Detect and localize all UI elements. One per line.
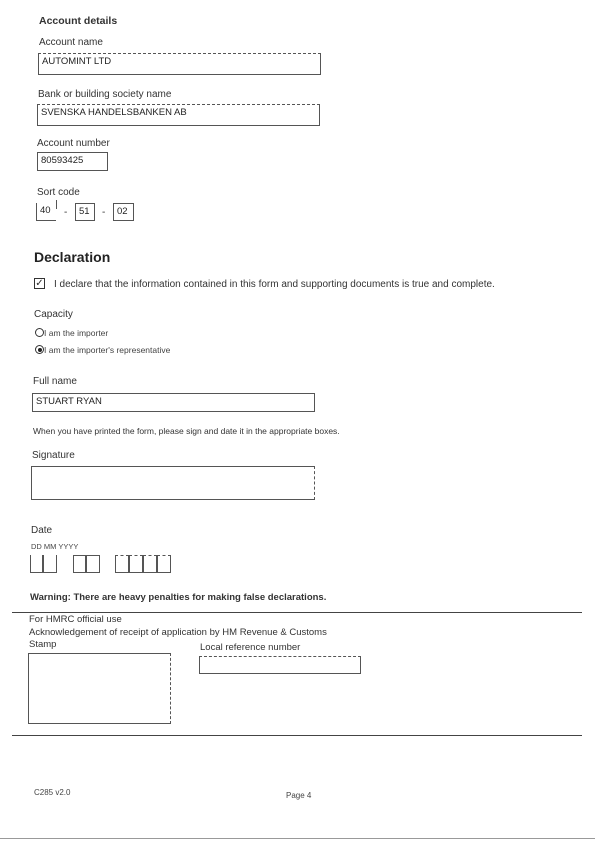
account-details-heading: Account details [39,15,118,27]
account-name-field[interactable]: AUTOMINT LTD [38,53,321,75]
sort-code-part-2[interactable]: 51 [75,203,95,221]
penalty-warning: Warning: There are heavy penalties for making false declarations. [30,592,327,603]
full-name-label: Full name [33,376,77,387]
date-year-digit-1[interactable] [115,555,129,573]
sort-code-part-1[interactable]: 40 [36,203,56,221]
account-name-label: Account name [39,37,103,48]
checkmark-icon: ✓ [35,278,44,289]
bank-name-field[interactable]: SVENSKA HANDELSBANKEN AB [37,104,320,126]
radio-importer-label: I am the importer [44,328,109,338]
account-number-label: Account number [37,138,110,149]
print-instruction: When you have printed the form, please sign and date it in the appropriate boxes. [33,426,340,436]
official-use-bottom-rule [12,735,582,736]
local-reference-label: Local reference number [200,642,301,653]
date-day-digit-1[interactable] [30,555,43,573]
sort-code-part-3[interactable]: 02 [113,203,134,221]
date-year-digit-3[interactable] [143,555,157,573]
signature-label: Signature [32,450,75,461]
official-use-heading: For HMRC official use [29,614,122,625]
stamp-box[interactable] [28,653,171,724]
declaration-statement: I declare that the information contained in this form and supporting documents is true and complete. [54,279,495,290]
official-use-top-rule [12,612,582,613]
radio-representative-label: I am the importer's representative [44,345,171,355]
page-number: Page 4 [286,791,312,800]
date-format-hint: DD MM YYYY [31,542,79,551]
declaration-heading: Declaration [34,249,111,265]
bank-name-label: Bank or building society name [38,89,172,100]
full-name-field[interactable]: STUART RYAN [32,393,315,412]
signature-box[interactable] [31,466,315,500]
sort-code-separator-1: - [64,207,68,218]
date-label: Date [31,525,53,536]
acknowledgement-text: Acknowledgement of receipt of application by HM Revenue & Customs [29,627,327,638]
sort-code-divider [56,200,57,209]
capacity-label: Capacity [34,309,73,320]
date-year-digit-4[interactable] [157,555,171,573]
stamp-label: Stamp [29,639,57,650]
sort-code-label: Sort code [37,187,80,198]
account-number-field[interactable]: 80593425 [37,152,108,171]
declaration-checkbox[interactable] [34,278,45,289]
radio-importer-representative[interactable] [35,345,44,354]
page-bottom-edge [0,838,595,839]
sort-code-separator-2: - [102,207,106,218]
date-year-digit-2[interactable] [129,555,143,573]
date-month-digit-1[interactable] [73,555,86,573]
radio-importer[interactable] [35,328,44,337]
local-reference-field[interactable] [199,656,361,674]
form-code: C285 v2.0 [34,788,71,797]
date-month-digit-2[interactable] [86,555,100,573]
date-day-digit-2[interactable] [43,555,57,573]
